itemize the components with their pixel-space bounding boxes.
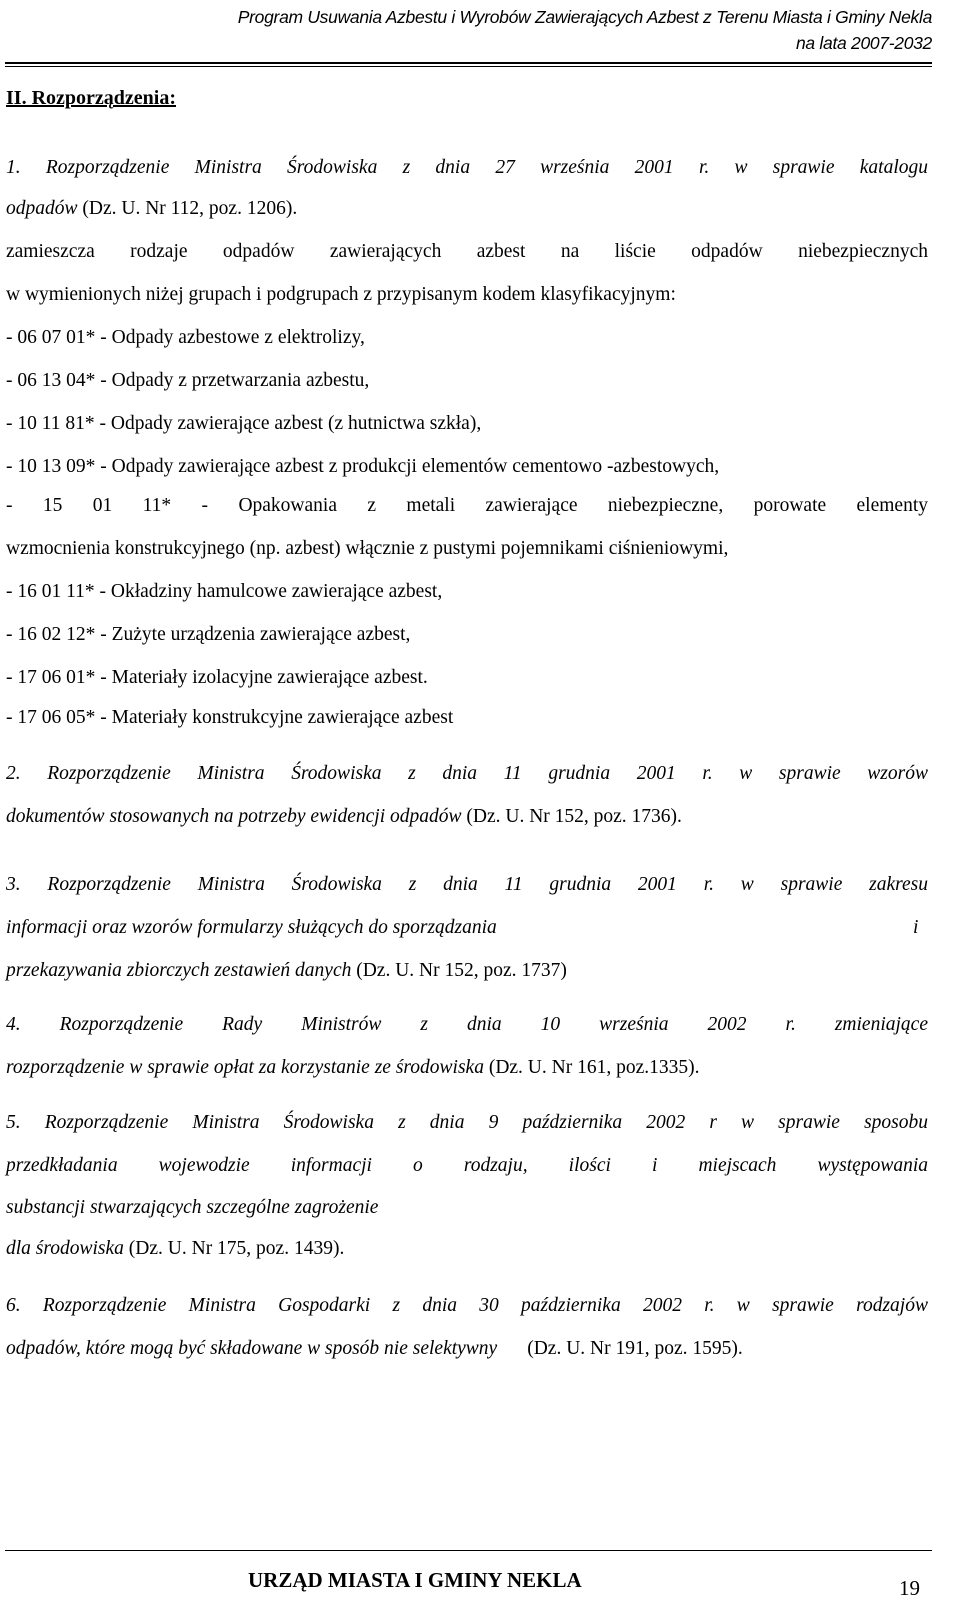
regulation-2-title-italic: dokumentów stosowanych na potrzeby ewidencji odpadów: [6, 806, 462, 827]
regulation-1-body-line-2: w wymienionych niżej grupach i podgrupach z przypisanym kodem klasyfikacyjnym:: [6, 284, 676, 305]
regulation-3-title-cont: informacji oraz wzorów formularzy służących do sporządzania: [6, 917, 497, 938]
waste-code-item: - 17 06 01* - Materiały izolacyjne zawierające azbest.: [6, 667, 428, 688]
header-line-2: na lata 2007-2032: [796, 33, 932, 53]
regulation-6-title-cont: [6, 1337, 743, 1361]
regulation-3-title-cont-2: [6, 959, 567, 983]
regulation-6-title-italic: odpadów, które mogą być składowane w sposób nie selektywny: [6, 1338, 498, 1359]
footer-office-name: URZĄD MIASTA I GMINY NEKLA: [248, 1568, 582, 1592]
running-header: [238, 4, 932, 56]
regulation-3-conjunction: i: [913, 917, 919, 938]
waste-code-item: - 16 02 12* - Zużyte urządzenia zawierające azbest,: [6, 624, 411, 645]
regulation-5-title-cont-2: substancji stwarzających szczególne zagrożenie: [6, 1197, 379, 1218]
regulation-4-title: 4. Rozporządzenie Rady Ministrów z dnia 10 września 2002 r. zmieniające: [6, 1014, 928, 1035]
regulation-2-title: 2. Rozporządzenie Ministra Środowiska z dnia 11 grudnia 2001 r. w sprawie wzorów: [6, 763, 928, 784]
waste-code-item: - 16 01 11* - Okładziny hamulcowe zawierające azbest,: [6, 581, 443, 602]
regulation-6-title: 6. Rozporządzenie Ministra Gospodarki z dnia 30 października 2002 r. w sprawie rodzajów: [6, 1295, 928, 1316]
waste-code-item-cont: wzmocnienia konstrukcyjnego (np. azbest) włącznie z pustymi pojemnikami ciśnieniowymi,: [6, 538, 729, 559]
header-rule: [5, 62, 932, 64]
regulation-1-title: 1. Rozporządzenie Ministra Środowiska z dnia 27 września 2001 r. w sprawie katalogu: [6, 157, 928, 178]
section-title: II. Rozporządzenia:: [6, 87, 176, 109]
header-rule-thin: [5, 66, 932, 67]
regulation-3-title: 3. Rozporządzenie Ministra Środowiska z dnia 11 grudnia 2001 r. w sprawie zakresu: [6, 874, 928, 895]
waste-code-item: - 10 11 81* - Odpady zawierające azbest (z hutnictwa szkła),: [6, 413, 482, 434]
waste-code-item: - 17 06 05* - Materiały konstrukcyjne zawierające azbest: [6, 707, 454, 728]
regulation-5-title-cont: przedkładania wojewodzie informacji o rodzaju, ilości i miejscach występowania: [6, 1155, 928, 1176]
waste-code-item: - 06 13 04* - Odpady z przetwarzania azbestu,: [6, 370, 370, 391]
regulation-4-title-cont: [6, 1056, 700, 1080]
footer-rule: [5, 1550, 932, 1551]
regulation-5-title-cont-3: [6, 1237, 344, 1261]
regulation-4-title-italic: rozporządzenie w sprawie opłat za korzystanie ze środowiska: [6, 1057, 484, 1078]
regulation-2-title-cont: [6, 805, 682, 829]
waste-code-item: - 15 01 11* - Opakowania z metali zawierające niebezpieczne, porowate elementy: [6, 495, 928, 516]
page-number: 19: [899, 1576, 920, 1600]
regulation-5-title-italic: dla środowiska: [6, 1238, 124, 1259]
regulation-4-citation: (Dz. U. Nr 161, poz.1335).: [483, 1057, 700, 1078]
regulation-3-citation: (Dz. U. Nr 152, poz. 1737): [351, 960, 567, 981]
regulation-2-citation: (Dz. U. Nr 152, poz. 1736).: [461, 806, 682, 827]
regulation-1-citation: (Dz. U. Nr 112, poz. 1206).: [77, 198, 298, 219]
waste-code-item: - 06 07 01* - Odpady azbestowe z elektrolizy,: [6, 327, 365, 348]
waste-code-item: - 10 13 09* - Odpady zawierające azbest z produkcji elementów cementowo -azbestowych,: [6, 456, 720, 477]
regulation-1-body-line-1: zamieszcza rodzaje odpadów zawierających azbest na liście odpadów niebezpiecznych: [6, 241, 928, 262]
regulation-5-title: 5. Rozporządzenie Ministra Środowiska z dnia 9 października 2002 r w sprawie sposobu: [6, 1112, 928, 1133]
regulation-3-title-italic: przekazywania zbiorczych zestawień danych: [6, 960, 352, 981]
regulation-5-citation: (Dz. U. Nr 175, poz. 1439).: [123, 1238, 345, 1259]
regulation-1-title-italic: odpadów: [6, 198, 78, 219]
regulation-1-title-cont: [6, 197, 297, 221]
regulation-6-citation: (Dz. U. Nr 191, poz. 1595).: [527, 1338, 743, 1359]
header-line-1: Program Usuwania Azbestu i Wyrobów Zawierających Azbest z Terenu Miasta i Gminy Nekla: [237, 7, 932, 27]
